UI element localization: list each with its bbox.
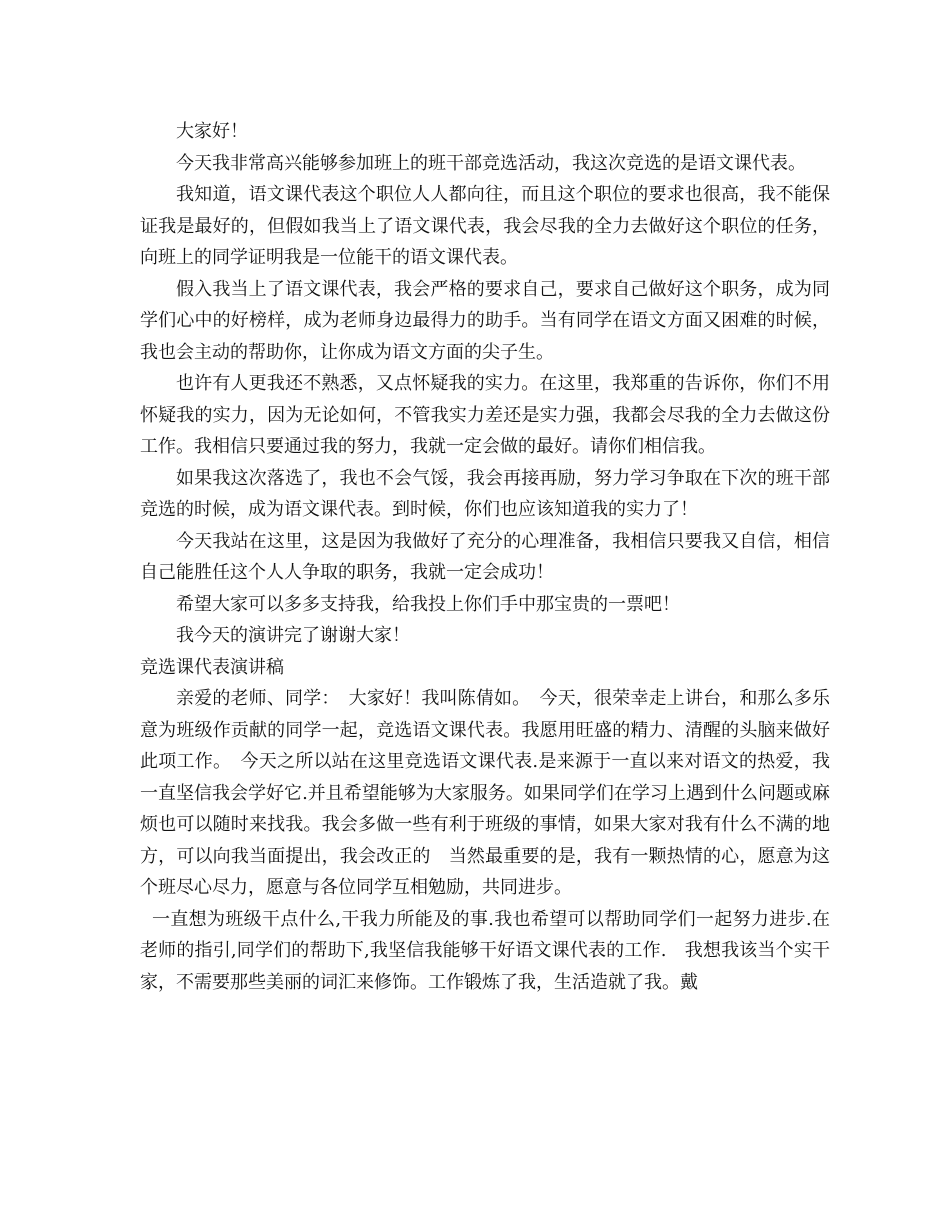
body-paragraph: 我今天的演讲完了谢谢大家！: [176, 625, 410, 646]
body-paragraph: 假入我当上了语文课代表，我会严格的要求自己，要求自己做好这个职务，成为同学们心中的好榜样，成为老师身边最得力的助手。当有同学在语文方面又困难的时候，我也会主动的帮助你，让你成为语文方面的尖子生。: [140, 278, 830, 363]
body-paragraph: 我知道，语文课代表这个职位人人都向往，而且这个职位的要求也很高，我不能保证我是最好的，但假如我当上了语文课代表，我会尽我的全力去做好这个职位的任务，向班上的同学证明我是一位能干的语文课代表。: [140, 184, 830, 268]
body-paragraph: 如果我这次落选了，我也不会气馁，我会再接再励，努力学习争取在下次的班干部竞选的时候，成为语文课代表。到时候，你们也应该知道我的实力了！: [140, 467, 830, 520]
closing-paragraph: 一直想为班级干点什么,干我力所能及的事.我也希望可以帮助同学们一起努力进步.在老师的指引,同学们的帮助下,我坚信我能够干好语文课代表的工作. 我想我该当个实干家，不需要那些美丽的词汇来修饰。工作锻炼了我，生活造就了我。戴: [140, 908, 830, 993]
speech-paragraph: 亲爱的老师、同学： 大家好！我叫陈倩如。 今天，很荣幸走上讲台，和那么多乐意为班级作贡献的同学一起，竞选语文课代表。我愿用旺盛的精力、清醒的头脑来做好此项工作。 今天之所以站在这里竞选语文课代表.是来源于一直以来对语文的热爱，我一直坚信我会学好它.并且希望能够为大家服务。如果同学们在学习上遇到什么问题或麻烦也可以随时来找我。我会多做一些有利于班级的事情，如果大家对我有什么不满的地方，可以向我当面提出，我会改正的 当然最重要的是，我有一颗热情的心，愿意为这个班尽心尽力，愿意与各位同学互相勉励，共同进步。: [140, 688, 830, 898]
body-paragraph: 希望大家可以多多支持我，给我投上你们手中那宝贵的一票吧！: [176, 593, 680, 615]
body-paragraph: 今天我站在这里，这是因为我做好了充分的心理准备，我相信只要我又自信，相信自己能胜任这个人人争取的职务，我就一定会成功！: [140, 530, 830, 583]
greeting-paragraph: 大家好！: [176, 121, 248, 142]
section-title: 竞选课代表演讲稿: [140, 656, 284, 678]
body-paragraph: 也许有人更我还不熟悉，又点怀疑我的实力。在这里，我郑重的告诉你，你们不用怀疑我的实力，因为无论如何，不管我实力差还是实力强，我都会尽我的全力去做这份工作。我相信只要通过我的努力，我就一定会做的最好。请你们相信我。: [140, 373, 830, 457]
document-body: [140, 116, 830, 998]
body-paragraph: 今天我非常高兴能够参加班上的班干部竞选活动，我这次竞选的是语文课代表。: [176, 152, 806, 174]
